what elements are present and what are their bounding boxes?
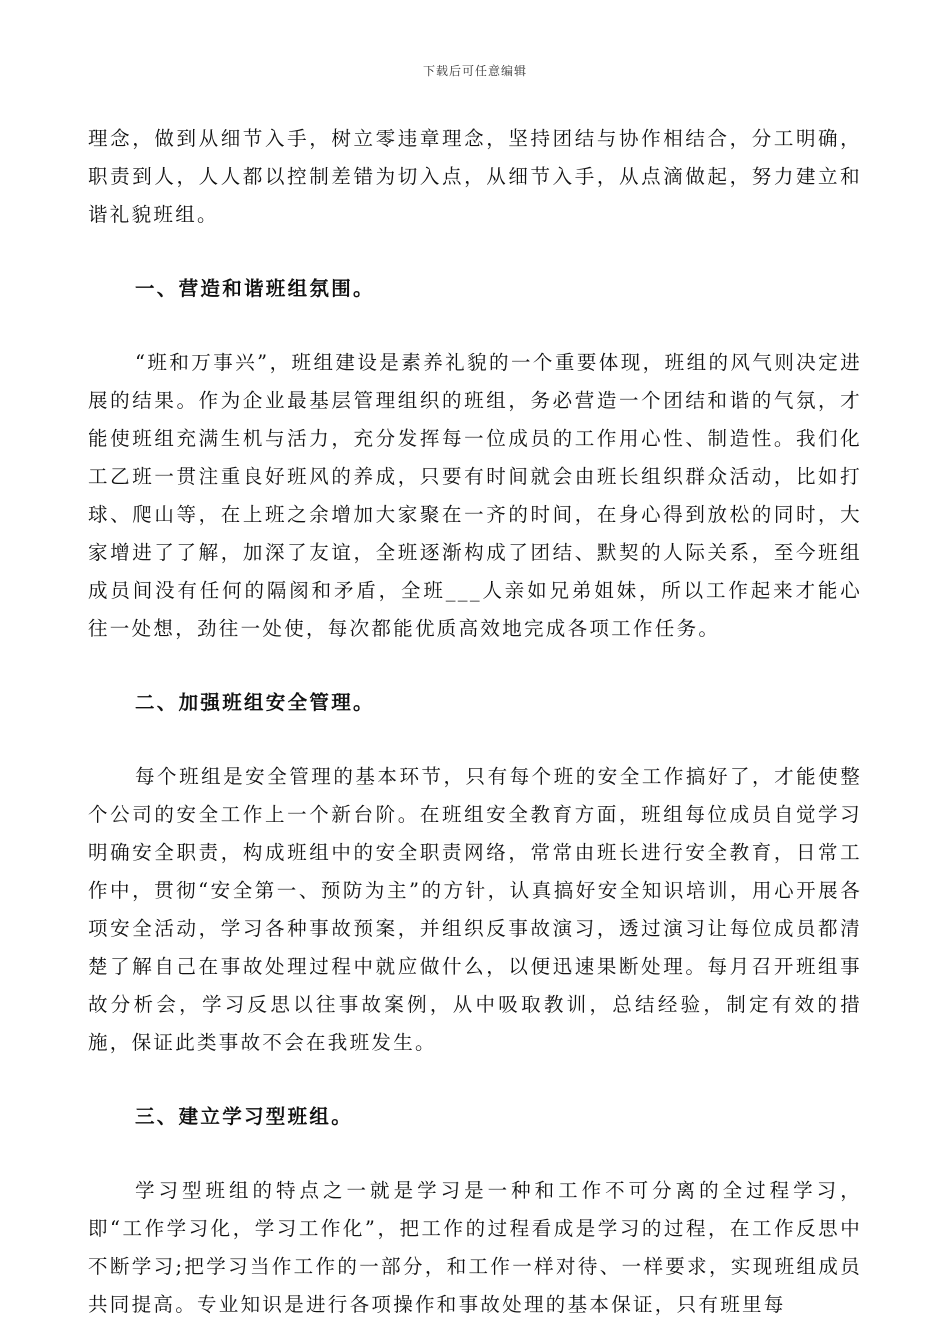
section-2-heading: 二、加强班组安全管理。 bbox=[135, 691, 375, 714]
spacer bbox=[88, 1062, 862, 1098]
section-3-paragraph: 学习型班组的特点之一就是学习是一种和工作不可分离的全过程学习，即“工作学习化，学习工作化”，把工作的过程看成是学习的过程，在工作反思中不断学习;把学习当作工作的一部分，和工作一样对待、一样要求，实现班组成员共同提高。专业知识是进行各项操作和事故处理的基本保证，只有班里每 bbox=[88, 1179, 862, 1316]
spacer bbox=[88, 308, 862, 344]
intro-paragraph: 理念，做到从细节入手，树立零违章理念，坚持团结与协作相结合，分工明确，职责到人，人人都以控制差错为切入点，从细节入手，从点滴做起，努力建立和谐礼貌班组。 bbox=[88, 127, 862, 226]
section-3-heading: 三、建立学习型班组。 bbox=[135, 1105, 354, 1128]
document-body bbox=[88, 120, 862, 1324]
spacer bbox=[88, 722, 862, 758]
spacer bbox=[88, 1136, 862, 1172]
section-1-paragraph: “班和万事兴”，班组建设是素养礼貌的一个重要体现，班组的风气则决定进展的结果。作为企业最基层管理组织的班组，务必营造一个团结和谐的气氛，才能使班组充满生机与活力，充分发挥每一位成员的工作用心性、制造性。我们化工乙班一贯注重良好班风的养成，只要有时间就会由班长组织群众活动，比如打球、爬山等，在上班之余增加大家聚在一齐的时间，在身心得到放松的同时，大家增进了了解，加深了友谊，全班逐渐构成了团结、默契的人际关系，至今班组成员间没有任何的隔阂和矛盾，全班___人亲如兄弟姐妹，所以工作起来才能心往一处想，劲往一处使，每次都能优质高效地完成各项工作任务。 bbox=[88, 351, 862, 640]
section-2-paragraph: 每个班组是安全管理的基本环节，只有每个班的安全工作搞好了，才能使整个公司的安全工作上一个新台阶。在班组安全教育方面，班组每位成员自觉学习明确安全职责，构成班组中的安全职责网络，常常由班长进行安全教育，日常工作中，贯彻“安全第一、预防为主”的方针，认真搞好安全知识培训，用心开展各项安全活动，学习各种事故预案，并组织反事故演习，透过演习让每位成员都清楚了解自己在事故处理过程中就应做什么，以便迅速果断处理。每月召开班组事故分析会，学习反思以往事故案例，从中吸取教训，总结经验，制定有效的措施，保证此类事故不会在我班发生。 bbox=[88, 765, 862, 1054]
spacer bbox=[88, 648, 862, 684]
spacer bbox=[88, 234, 862, 270]
section-1-heading: 一、营造和谐班组氛围。 bbox=[135, 277, 375, 300]
page-header: 下载后可任意编辑 bbox=[422, 64, 527, 78]
